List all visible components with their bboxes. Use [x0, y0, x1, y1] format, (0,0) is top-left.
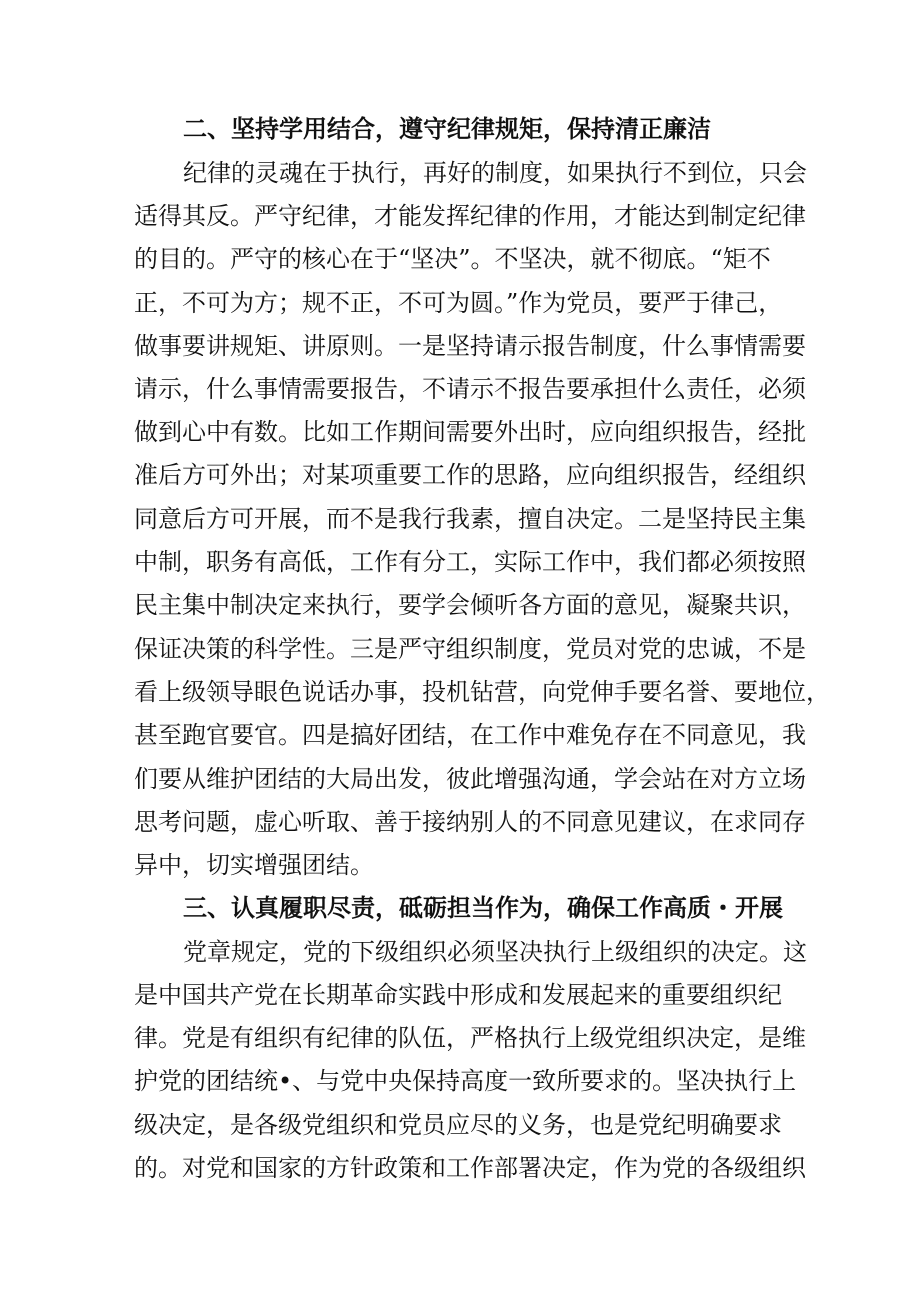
section-2-line-5: 做事要讲规矩、讲原则。一是坚持请示报告制度，什么事情需要 [134, 332, 806, 360]
section-3-line-6: 的。对党和国家的方针政策和工作部署决定，作为党的各级组织 [134, 1154, 806, 1182]
section-2-line-3: 的目的。严守的核心在于“坚决”。不坚决，就不彻底。“矩不 [134, 245, 771, 273]
section-3-line-1: 党章规定，党的下级组织必须坚决执行上级组织的决定。这 [183, 938, 807, 966]
section-3-heading: 三、认真履职尽责，砥砺担当作为，确保工作高质・开展 [183, 894, 783, 922]
section-3-line-2: 是中国共产党在长期革命实践中形成和发展起来的重要组织纪 [134, 981, 782, 1009]
section-2-line-10: 中制，职务有高低，工作有分工，实际工作中，我们都必须按照 [134, 548, 806, 576]
section-2-line-8: 准后方可外出；对某项重要工作的思路，应向组织报告，经组织 [134, 461, 806, 489]
section-2-line-13: 看上级领导眼色说话办事，投机钻营，向党伸手要名誉、要地位， [134, 678, 830, 706]
section-2-line-1: 纪律的灵魂在于执行，再好的制度，如果执行不到位，只会 [183, 159, 807, 187]
section-2-line-11: 民主集中制决定来执行，要学会倾听各方面的意见，凝聚共识， [134, 591, 806, 619]
section-2-line-2: 适得其反。严守纪律，才能发挥纪律的作用，才能达到制定纪律 [134, 202, 806, 230]
section-2-line-9: 同意后方可开展，而不是我行我素，擅自决定。二是坚持民主集 [134, 505, 806, 533]
section-3-line-3: 律。党是有组织有纪律的队伍，严格执行上级党组织决定，是维 [134, 1024, 806, 1052]
section-2-line-14: 甚至跑官要官。四是搞好团结，在工作中难免存在不同意见，我 [134, 721, 806, 749]
section-2-line-6: 请示，什么事情需要报告，不请示不报告要承担什么责任，必须 [134, 375, 806, 403]
section-3-line-5: 级决定，是各级党组织和党员应尽的义务，也是党纪明确要求 [134, 1111, 782, 1139]
section-2-line-15: 们要从维护团结的大局出发，彼此增强沟通，学会站在对方立场 [134, 765, 806, 793]
section-2-line-7: 做到心中有数。比如工作期间需要外出时，应向组织报告，经批 [134, 418, 806, 446]
section-2-line-4: 正，不可为方；规不正，不可为圆。”作为党员，要严于律己， [134, 289, 783, 317]
section-2-line-17: 异中，切实增强团结。 [134, 851, 374, 879]
section-2-heading: 二、坚持学用结合，遵守纪律规矩，保持清正廉洁 [183, 115, 711, 143]
section-3-line-4: 护党的团结统•、与党中央保持高度一致所要求的。坚决执行上 [134, 1067, 797, 1095]
section-2-line-16: 思考问题，虚心听取、善于接纳别人的不同意见建议，在求同存 [134, 808, 806, 836]
section-2-line-12: 保证决策的科学性。三是严守组织制度，党员对党的忠诚，不是 [134, 635, 806, 663]
